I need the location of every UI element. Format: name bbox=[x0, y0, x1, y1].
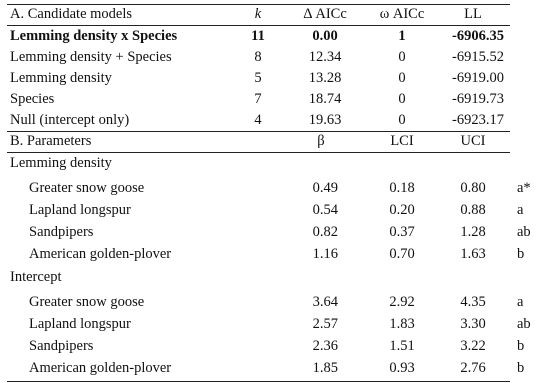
significance-letter: b bbox=[517, 360, 525, 376]
model-omega-aicc: 1 bbox=[398, 28, 406, 44]
uci-value: 3.30 bbox=[460, 316, 486, 332]
group-title-row bbox=[0, 153, 539, 174]
lci-value: 1.51 bbox=[389, 338, 415, 354]
model-label: Lemming density + Species bbox=[10, 49, 172, 65]
uci-value: 0.80 bbox=[460, 180, 486, 196]
parameter-row bbox=[0, 200, 539, 221]
model-ll: -6923.17 bbox=[452, 112, 504, 128]
model-omega-aicc: 0 bbox=[398, 112, 406, 128]
group-title: Lemming density bbox=[10, 155, 112, 171]
beta-value: 0.54 bbox=[312, 202, 338, 218]
parameter-row bbox=[0, 178, 539, 199]
parameter-row bbox=[0, 358, 539, 379]
model-omega-aicc: 0 bbox=[398, 49, 406, 65]
beta-value: 1.85 bbox=[312, 360, 338, 376]
uci-value: 3.22 bbox=[460, 338, 486, 354]
significance-letter: ab bbox=[517, 316, 531, 332]
species-label: Lapland longspur bbox=[29, 316, 131, 332]
uci-value: 1.63 bbox=[460, 246, 486, 262]
group-title-row bbox=[0, 267, 539, 288]
significance-letter: a bbox=[517, 202, 524, 218]
parameter-row bbox=[0, 244, 539, 265]
model-ll: -6919.73 bbox=[452, 91, 504, 107]
beta-value: 1.16 bbox=[312, 246, 338, 262]
beta-value: 3.64 bbox=[312, 294, 338, 310]
species-label: Greater snow goose bbox=[29, 180, 145, 196]
bottom-rule bbox=[7, 381, 510, 382]
lci-value: 2.92 bbox=[389, 294, 415, 310]
model-omega-aicc: 0 bbox=[398, 70, 406, 86]
model-row bbox=[0, 110, 539, 131]
model-label: Species bbox=[10, 91, 55, 107]
model-ll: -6919.00 bbox=[452, 70, 504, 86]
significance-letter: ab bbox=[517, 224, 531, 240]
uci-value: 2.76 bbox=[460, 360, 486, 376]
model-k: 7 bbox=[254, 91, 262, 107]
group-title: Intercept bbox=[10, 269, 62, 285]
significance-letter: a bbox=[517, 294, 524, 310]
species-label: Sandpipers bbox=[29, 338, 94, 354]
model-delta-aicc: 13.28 bbox=[308, 70, 342, 86]
uci-value: 1.28 bbox=[460, 224, 486, 240]
parameter-row bbox=[0, 314, 539, 335]
omega-aicc-header: ω AICc bbox=[379, 6, 425, 22]
model-delta-aicc: 19.63 bbox=[308, 112, 342, 128]
beta-value: 0.82 bbox=[312, 224, 338, 240]
model-label: Lemming density bbox=[10, 70, 112, 86]
parameter-row bbox=[0, 292, 539, 313]
model-delta-aicc: 12.34 bbox=[308, 49, 342, 65]
section-a-title: A. Candidate models bbox=[10, 6, 133, 22]
species-label: Sandpipers bbox=[29, 224, 94, 240]
model-delta-aicc: 18.74 bbox=[308, 91, 342, 107]
significance-letter: b bbox=[517, 338, 525, 354]
lci-value: 1.83 bbox=[389, 316, 415, 332]
model-row bbox=[0, 89, 539, 110]
model-label: Null (intercept only) bbox=[10, 112, 130, 128]
uci-value: 4.35 bbox=[460, 294, 486, 310]
uci-value: 0.88 bbox=[460, 202, 486, 218]
model-ll: -6906.35 bbox=[452, 28, 504, 44]
model-row bbox=[0, 68, 539, 89]
lci-header: LCI bbox=[390, 133, 414, 149]
parameter-row bbox=[0, 222, 539, 243]
ll-header: LL bbox=[464, 6, 482, 22]
model-ll: -6915.52 bbox=[452, 49, 504, 65]
lci-value: 0.20 bbox=[389, 202, 415, 218]
section-b-header-row bbox=[0, 131, 539, 152]
lci-value: 0.93 bbox=[389, 360, 415, 376]
beta-header: β bbox=[317, 133, 325, 149]
model-delta-aicc: 0.00 bbox=[312, 28, 338, 44]
section-a-header-row bbox=[0, 4, 539, 25]
beta-value: 2.57 bbox=[312, 316, 338, 332]
lci-value: 0.37 bbox=[389, 224, 415, 240]
model-k: 8 bbox=[254, 49, 262, 65]
lci-value: 0.18 bbox=[389, 180, 415, 196]
lci-value: 0.70 bbox=[389, 246, 415, 262]
model-row bbox=[0, 26, 539, 47]
model-label: Lemming density x Species bbox=[10, 28, 178, 44]
species-label: American golden-plover bbox=[29, 360, 172, 376]
k-header: k bbox=[254, 6, 262, 22]
model-k: 11 bbox=[251, 28, 265, 44]
species-label: American golden-plover bbox=[29, 246, 172, 262]
model-k: 5 bbox=[254, 70, 262, 86]
significance-letter: a* bbox=[517, 180, 531, 196]
delta-aicc-header: Δ AICc bbox=[303, 6, 347, 22]
beta-value: 2.36 bbox=[312, 338, 338, 354]
significance-letter: b bbox=[517, 246, 525, 262]
species-label: Greater snow goose bbox=[29, 294, 145, 310]
model-omega-aicc: 0 bbox=[398, 91, 406, 107]
model-k: 4 bbox=[254, 112, 262, 128]
model-row bbox=[0, 47, 539, 68]
section-b-title: B. Parameters bbox=[10, 133, 92, 149]
species-label: Lapland longspur bbox=[29, 202, 131, 218]
parameter-row bbox=[0, 336, 539, 357]
beta-value: 0.49 bbox=[312, 180, 338, 196]
uci-header: UCI bbox=[460, 133, 486, 149]
